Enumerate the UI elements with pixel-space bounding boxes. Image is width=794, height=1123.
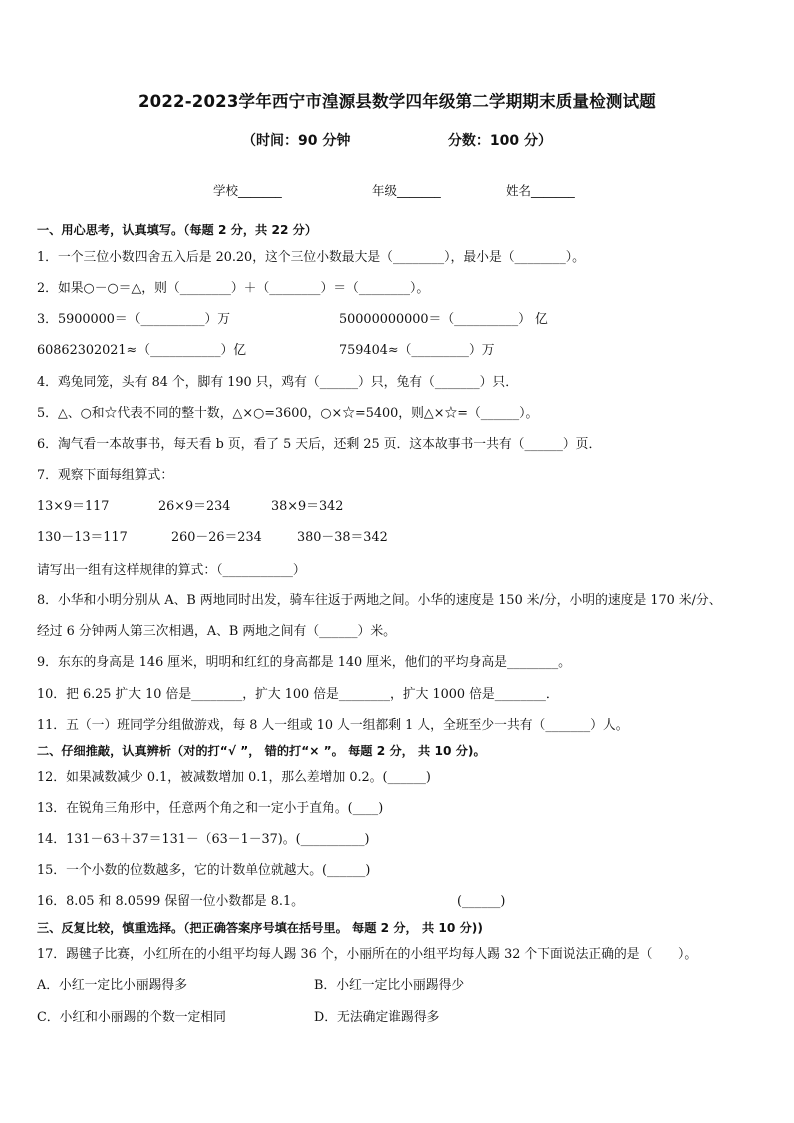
q7-row-2-item-2: 260－26＝234 — [171, 530, 262, 545]
name-field: 姓名_______ — [506, 183, 575, 198]
question-17-option-c: C．小红和小丽踢的个数一定相同 — [37, 1010, 226, 1025]
school-field: 学校_______ — [213, 183, 282, 198]
question-14: 14．131－63＋37＝131－（63－1－37)。(__________) — [37, 832, 370, 847]
exam-time: （时间：90 分钟 — [242, 133, 351, 149]
question-10: 10．把 6.25 扩大 10 倍是________，扩大 100 倍是________，扩大 1000 倍是________． — [37, 687, 559, 702]
question-8-line-1: 8．小华和小明分别从 A、B 两地同时出发，骑车往返于两地之间。小华的速度是 150 米/分，小明的速度是 170 米/分、 — [37, 593, 722, 608]
question-17-option-a: A．小红一定比小丽踢得多 — [37, 978, 188, 993]
question-9: 9．东东的身高是 146 厘米，明明和红红的身高都是 140 厘米，他们的平均身高是________。 — [37, 655, 571, 670]
question-4: 4．鸡兔同笼，头有 84 个，脚有 190 只，鸡有（______）只，兔有（_______）只． — [37, 375, 519, 390]
question-1: 1．一个三位小数四舍五入后是 20.20，这个三位小数最大是（________），最小是（________）。 — [37, 250, 585, 265]
question-7: 7．观察下面每组算式： — [37, 468, 174, 483]
question-7-prompt: 请写出一组有这样规律的算式：（___________） — [37, 563, 306, 578]
question-17-option-b: B．小红一定比小丽踢得少 — [314, 978, 465, 993]
q7-row-2-item-1: 130－13＝117 — [37, 530, 128, 545]
question-11: 11．五（一）班同学分组做游戏，每 8 人一组或 10 人一组都剩 1 人，全班至少一共有（_______）人。 — [37, 718, 629, 733]
question-15: 15．一个小数的位数越多，它的计数单位就越大。(______) — [37, 863, 371, 878]
question-13: 13．在锐角三角形中，任意两个角之和一定小于直角。(____) — [37, 801, 384, 816]
section-2-heading: 二、仔细推敲，认真辨析（对的打“√ ”， 错的打“× ”。 每题 2 分， 共 10 分)。 — [37, 744, 486, 758]
question-3-part-a: 3．5900000＝（__________）万 — [37, 312, 231, 327]
question-17-option-d: D．无法确定谁踢得多 — [314, 1010, 440, 1025]
q7-row-1-item-3: 38×9＝342 — [271, 499, 344, 514]
section-1-heading: 一、用心思考，认真填写。（每题 2 分，共 22 分） — [37, 223, 318, 237]
q7-row-1-item-1: 13×9＝117 — [37, 499, 110, 514]
question-12: 12．如果减数减少 0.1，被减数增加 0.1，那么差增加 0.2。(______) — [37, 770, 431, 785]
q7-row-2-item-3: 380－38＝342 — [297, 530, 388, 545]
question-17: 17．踢毽子比赛，小红所在的小组平均每人踢 36 个，小丽所在的小组平均每人踢 32 个下面说法正确的是（ ）。 — [37, 947, 698, 962]
question-8-line-2: 经过 6 分钟两人第三次相遇，A、B 两地之间有（______）米。 — [37, 624, 396, 639]
question-16: 16．8.05 和 8.0599 保留一位小数都是 8.1。 — [37, 894, 304, 909]
exam-subtitle — [0, 130, 794, 150]
q7-row-1-item-2: 26×9＝234 — [158, 499, 231, 514]
question-16-blank: (______) — [457, 894, 506, 909]
exam-score: 分数：100 分） — [447, 133, 552, 149]
question-3-part-b: 50000000000＝（__________） 亿 — [339, 312, 548, 327]
grade-field: 年级_______ — [372, 183, 441, 198]
question-3-part-d: 759404≈（_________）万 — [339, 343, 495, 358]
question-6: 6．淘气看一本故事书，每天看 b 页，看了 5 天后，还剩 25 页．这本故事书一共有（______）页． — [37, 437, 602, 452]
question-3-part-c: 60862302021≈（___________）亿 — [37, 343, 247, 358]
question-2: 2．如果○－○＝△，则（________）＋（________）＝（________）。 — [37, 281, 430, 296]
exam-title: 2022-2023学年西宁市湟源县数学四年级第二学期期末质量检测试题 — [138, 92, 656, 111]
section-3-heading: 三、反复比较，慎重选择。（把正确答案序号填在括号里。 每题 2 分， 共 10 分)) — [37, 921, 483, 935]
question-5: 5．△、○和☆代表不同的整十数，△×○=3600，○×☆=5400，则△×☆=（______）。 — [37, 406, 539, 421]
